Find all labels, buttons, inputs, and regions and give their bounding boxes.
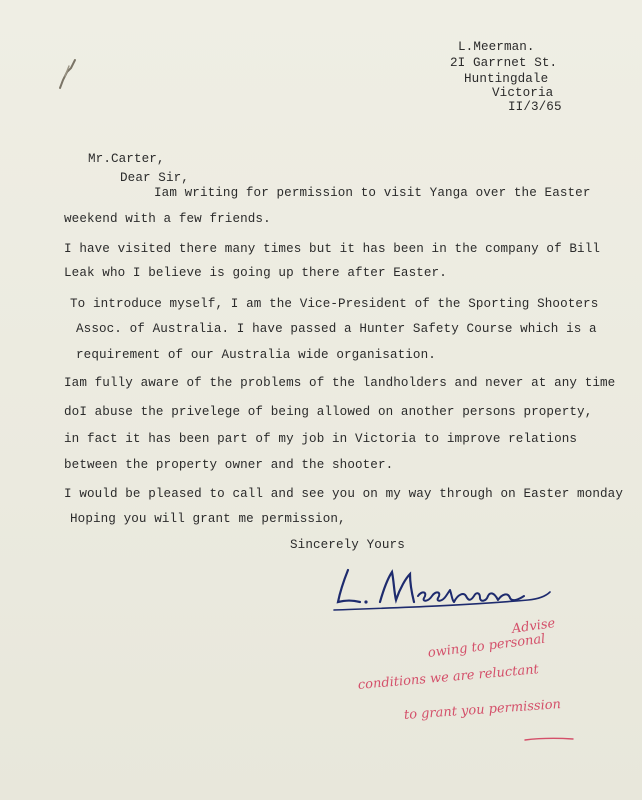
body-line: I have visited there many times but it has been in the company of Bill bbox=[64, 242, 601, 256]
paper-mark bbox=[57, 58, 79, 90]
body-line: in fact it has been part of my job in Victoria to improve relations bbox=[64, 432, 578, 446]
body-line: between the property owner and the shooter. bbox=[64, 458, 394, 472]
body-line: requirement of our Australia wide organisation. bbox=[76, 348, 436, 362]
annotation-line: Advise bbox=[510, 616, 557, 637]
body-line: Assoc. of Australia. I have passed a Hunter Safety Course which is a bbox=[76, 322, 597, 336]
sender-name: L.Meerman. bbox=[458, 40, 535, 54]
salutation: Dear Sir, bbox=[120, 171, 189, 185]
sender-street: 2I Garrnet St. bbox=[450, 56, 558, 70]
body-line: I would be pleased to call and see you on my way through on Easter monday bbox=[64, 487, 623, 501]
body-line: Iam writing for permission to visit Yanga over the Easter bbox=[154, 186, 591, 200]
body-line: To introduce myself, I am the Vice-President of the Sporting Shooters bbox=[70, 297, 599, 311]
annotation-underline bbox=[523, 736, 575, 742]
recipient-name: Mr.Carter, bbox=[88, 152, 165, 166]
sender-suburb: Huntingdale bbox=[464, 72, 549, 86]
body-line: Iam fully aware of the problems of the landholders and never at any time bbox=[64, 376, 616, 390]
body-line: Hoping you will grant me permission, bbox=[70, 512, 346, 526]
body-line: weekend with a few friends. bbox=[64, 212, 271, 226]
annotation-line: owing to personal bbox=[427, 631, 547, 661]
sender-state: Victoria bbox=[492, 86, 554, 100]
annotation-line: to grant you permission bbox=[403, 697, 562, 723]
closing: Sincerely Yours bbox=[290, 538, 405, 552]
signature bbox=[318, 556, 558, 620]
body-line: Leak who I believe is going up there after Easter. bbox=[64, 266, 447, 280]
body-line: doI abuse the privelege of being allowed on another persons property, bbox=[64, 405, 593, 419]
letter-date: II/3/65 bbox=[508, 100, 562, 114]
annotation-line: conditions we are reluctant bbox=[357, 662, 540, 693]
